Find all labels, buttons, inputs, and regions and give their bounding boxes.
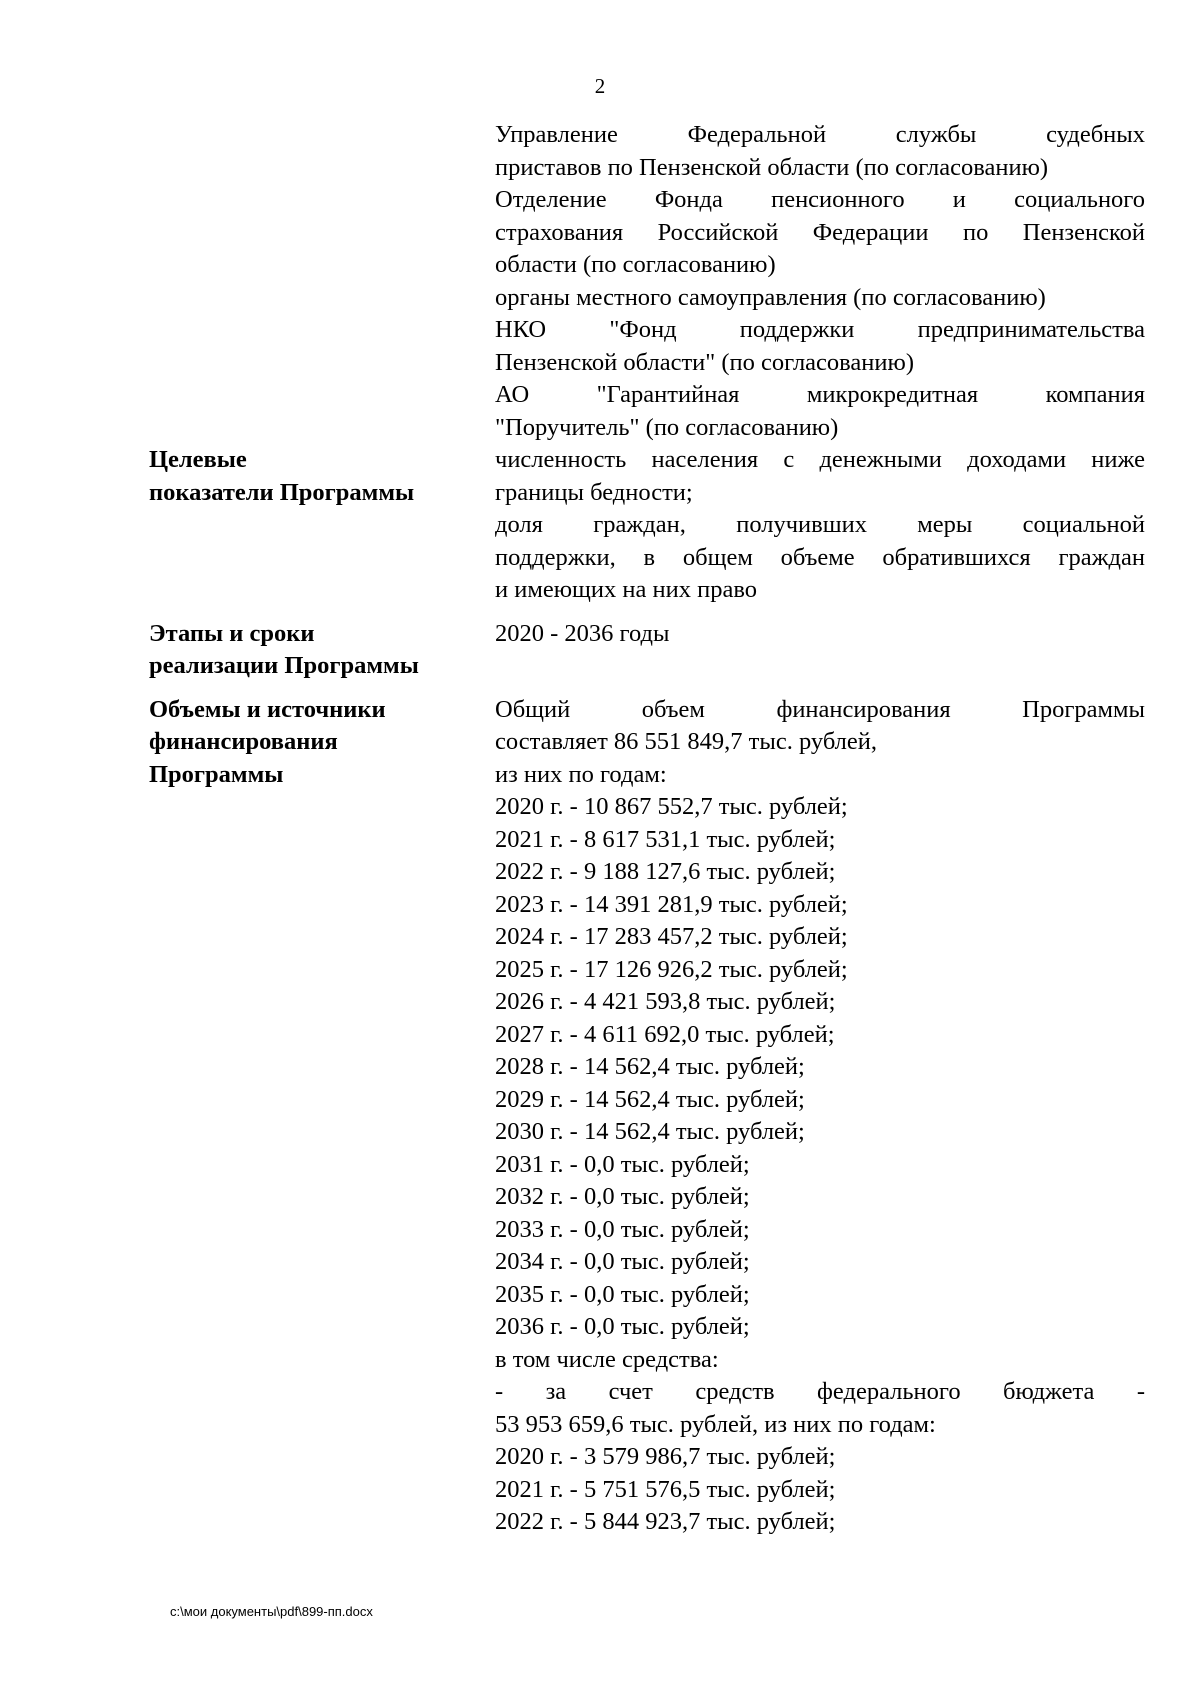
- target-line: численность населения с денежными доходами ниже: [495, 446, 1145, 473]
- executor-line: приставов по Пензенской области (по согласованию): [495, 153, 1049, 181]
- funding-intro-line: Общий объем финансирования Программы: [495, 695, 1145, 723]
- executor-line: НКО "Фонд поддержки предпринимательства: [495, 316, 1145, 343]
- federal-year-line: 2020 г. - 3 579 986,7 тыс. рублей;: [495, 1443, 836, 1470]
- targets-label: [149, 444, 495, 509]
- funding-label-line: Объемы и источники: [149, 695, 386, 723]
- funding-year-line: 2022 г. - 9 188 127,6 тыс. рублей;: [495, 858, 836, 885]
- target-line: поддержки, в общем объеме обратившихся граждан: [495, 543, 1145, 571]
- funding-year-line: 2027 г. - 4 611 692,0 тыс. рублей;: [495, 1020, 835, 1048]
- stages-value: [495, 618, 1145, 651]
- passport-table: [149, 119, 1145, 1539]
- funding-year-line: 2030 г. - 14 562,4 тыс. рублей;: [495, 1118, 805, 1145]
- funding-year-line: 2032 г. - 0,0 тыс. рублей;: [495, 1183, 750, 1210]
- executor-line: Пензенской области" (по согласованию): [495, 348, 914, 376]
- funding-year-line: 2035 г. - 0,0 тыс. рублей;: [495, 1280, 750, 1308]
- funding-year-line: 2029 г. - 14 562,4 тыс. рублей;: [495, 1085, 805, 1113]
- stages-years: 2020 - 2036 годы: [495, 619, 670, 647]
- funding-year-line: 2025 г. - 17 126 926,2 тыс. рублей;: [495, 955, 848, 983]
- targets-value: [495, 444, 1145, 607]
- funding-label-line: Программы: [149, 760, 284, 788]
- executor-line: области (по согласованию): [495, 251, 776, 278]
- targets-label-line: показатели Программы: [149, 478, 415, 506]
- funding-including: в том числе средства:: [495, 1345, 719, 1373]
- executor-line: Отделение Фонда пенсионного и социального: [495, 186, 1145, 213]
- executor-line: органы местного самоуправления (по согласованию): [495, 283, 1046, 311]
- target-line: и имеющих на них право: [495, 576, 757, 603]
- funding-row: [149, 694, 1145, 1539]
- funding-year-line: 2023 г. - 14 391 281,9 тыс. рублей;: [495, 890, 848, 918]
- stages-label-line: Этапы и сроки: [149, 619, 315, 647]
- funding-year-line: 2033 г. - 0,0 тыс. рублей;: [495, 1215, 750, 1243]
- federal-budget-line: 53 953 659,6 тыс. рублей, из них по годам:: [495, 1410, 936, 1438]
- funding-intro-line: составляет 86 551 849,7 тыс. рублей,: [495, 728, 878, 755]
- executor-line: АО "Гарантийная микрокредитная компания: [495, 381, 1145, 408]
- funding-year-line: 2020 г. - 10 867 552,7 тыс. рублей;: [495, 793, 848, 820]
- funding-year-line: 2021 г. - 8 617 531,1 тыс. рублей;: [495, 825, 836, 853]
- executor-line: Управление Федеральной службы судебных: [495, 121, 1145, 148]
- page-number: 2: [594, 74, 606, 98]
- federal-year-line: 2021 г. - 5 751 576,5 тыс. рублей;: [495, 1475, 836, 1503]
- stages-label: [149, 618, 495, 683]
- funding-year-line: 2036 г. - 0,0 тыс. рублей;: [495, 1313, 750, 1340]
- funding-value: [495, 694, 1145, 1539]
- funding-year-line: 2024 г. - 17 283 457,2 тыс. рублей;: [495, 923, 848, 950]
- target-line: доля граждан, получивших меры социальной: [495, 511, 1145, 538]
- funding-year-line: 2026 г. - 4 421 593,8 тыс. рублей;: [495, 988, 836, 1015]
- funding-intro-line: из них по годам:: [495, 760, 667, 788]
- federal-year-line: 2022 г. - 5 844 923,7 тыс. рублей;: [495, 1508, 836, 1535]
- file-path-footer: c:\мои документы\pdf\899-пп.docx: [170, 1604, 373, 1619]
- executors-row: [149, 119, 1145, 444]
- funding-label: [149, 694, 495, 792]
- funding-year-line: 2028 г. - 14 562,4 тыс. рублей;: [495, 1053, 805, 1080]
- executor-line: страхования Российской Федерации по Пензенской: [495, 218, 1145, 246]
- stages-row: [149, 618, 1145, 683]
- federal-budget-line: - за счет средств федерального бюджета -: [495, 1378, 1145, 1405]
- stages-label-line: реализации Программы: [149, 652, 419, 679]
- targets-row: [149, 444, 1145, 607]
- executor-line: "Поручитель" (по согласованию): [495, 413, 839, 441]
- funding-year-line: 2034 г. - 0,0 тыс. рублей;: [495, 1248, 750, 1275]
- executors-value: [495, 119, 1145, 444]
- targets-label-line: Целевые: [149, 446, 247, 473]
- target-line: границы бедности;: [495, 478, 693, 506]
- funding-year-line: 2031 г. - 0,0 тыс. рублей;: [495, 1150, 750, 1178]
- funding-label-line: финансирования: [149, 728, 338, 755]
